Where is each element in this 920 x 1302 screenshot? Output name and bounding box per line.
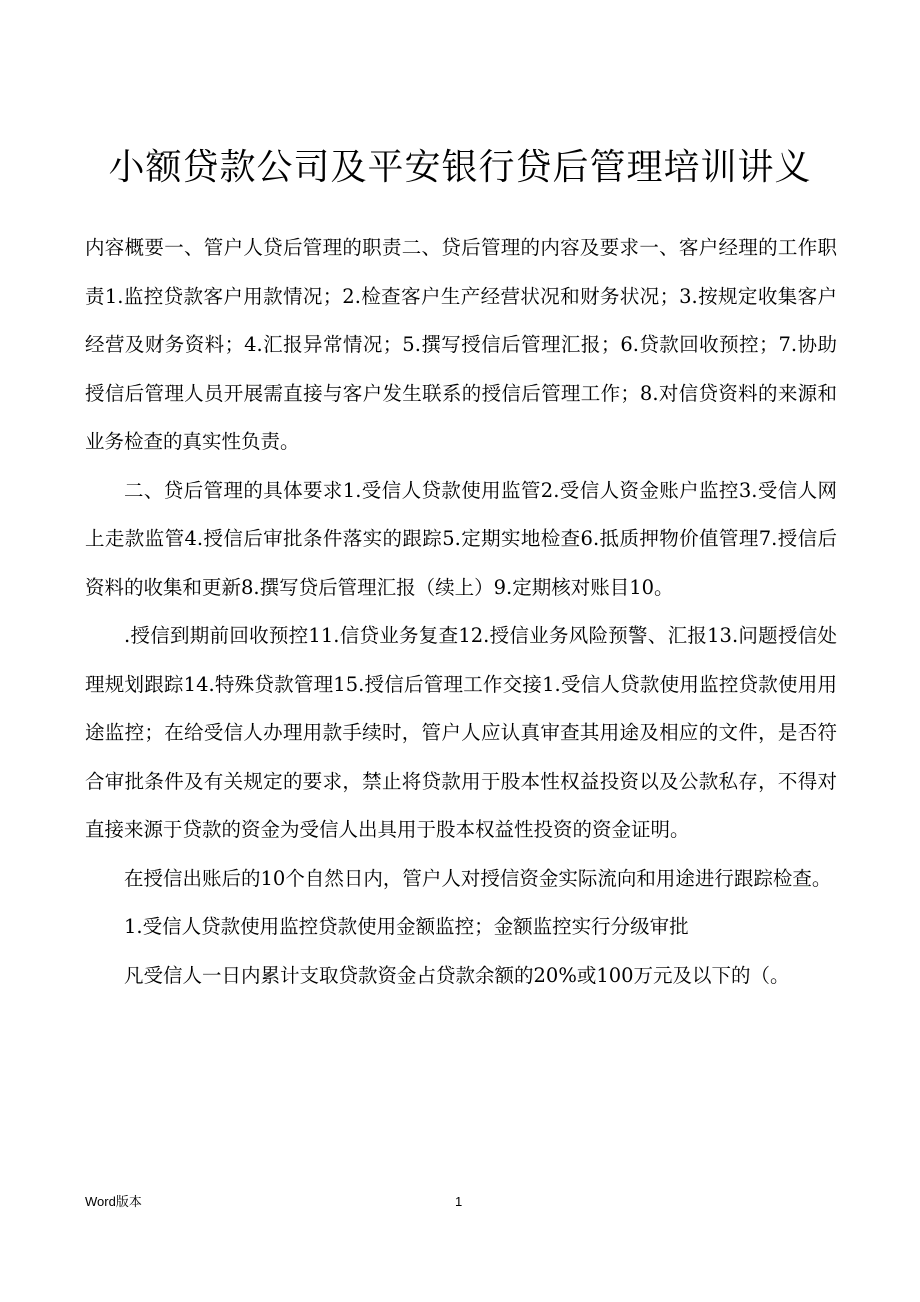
footer-label: Word版本 — [85, 1194, 142, 1209]
document-body — [85, 224, 837, 1000]
paragraph: 在授信出账后的10个自然日内，管户人对授信资金实际流向和用途进行跟踪检查。 — [124, 866, 832, 890]
paragraph: 内容概要一、管户人贷后管理的职责二、贷后管理的内容及要求一、客户经理的工作职责1.监控贷款客户用款情况；2.检查客户生产经营状况和财务状况；3.按规定收集客户经营及财务资料；4.汇报异常情况；5.撰写授信后管理汇报；6.贷款回收预控；7.协助授信后管理人员开展需直接与客户发生联系的授信后管理工作；8.对信贷资料的来源和业务检查的真实性负责。 — [85, 236, 837, 453]
paragraph: 1.受信人贷款使用监控贷款使用金额监控；金额监控实行分级审批 — [124, 915, 689, 938]
paragraph: 二、贷后管理的具体要求1.受信人贷款使用监管2.受信人资金账户监控3.受信人网上走款监管4.授信后审批条件落实的跟踪5.定期实地检查6.抵质押物价值管理7.授信后资料的收集和更新8.撰写贷后管理汇报（续上）9.定期核对账目10。 — [85, 478, 837, 599]
page-number: 1 — [455, 1194, 463, 1209]
paragraph: 凡受信人一日内累计支取贷款资金占贷款余额的20%或100万元及以下的（。 — [124, 963, 790, 987]
paragraph: .授信到期前回收预控11.信贷业务复查12.授信业务风险预警、汇报13.问题授信处理规划跟踪14.特殊贷款管理15.授信后管理工作交接1.受信人贷款使用监控贷款使用用途监控；在给受信人办理用款手续时，管户人应认真审查其用途及相应的文件，是否符合审批条件及有关规定的要求，禁止将贷款用于股本性权益投资以及公款私存，不得对直接来源于贷款的资金为受信人出具用于股本权益性投资的资金证明。 — [85, 624, 837, 841]
document-title: 小额贷款公司及平安银行贷后管理培训讲义 — [108, 147, 812, 188]
